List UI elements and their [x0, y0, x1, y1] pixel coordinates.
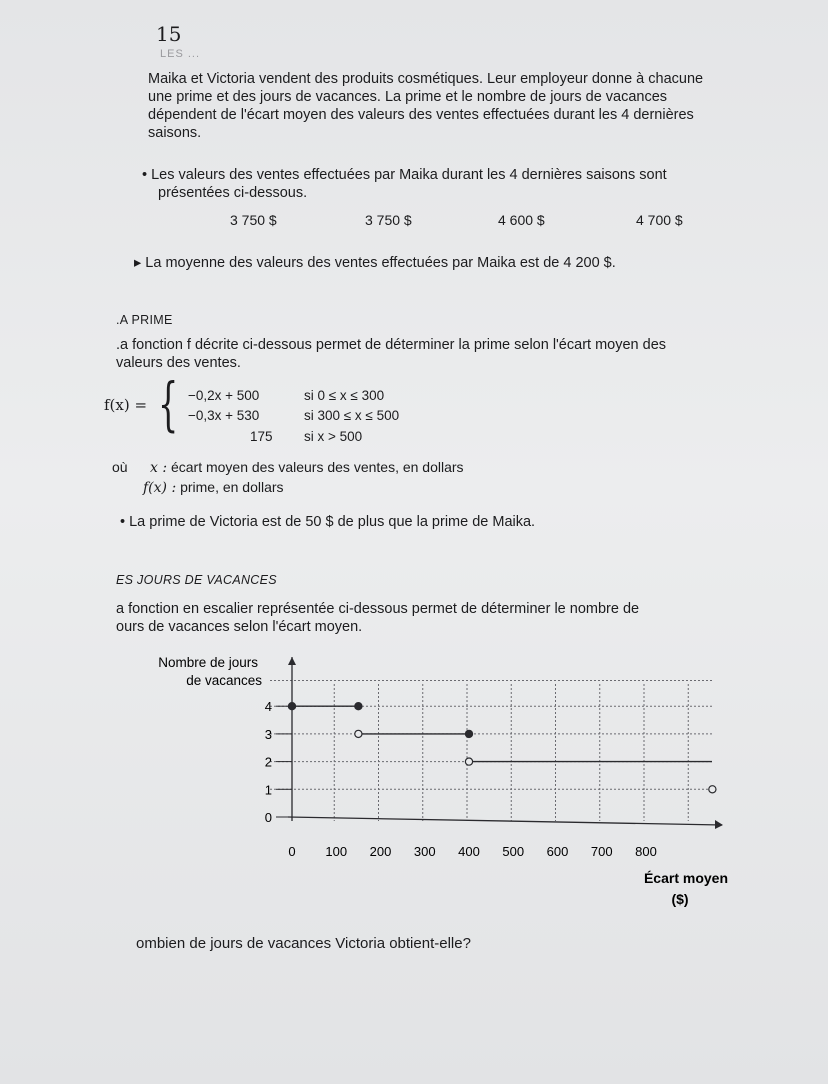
case-condition: si 300 ≤ x ≤ 500: [304, 408, 400, 423]
x-axis-label: Écart moyen: [643, 870, 729, 886]
x-tick-label: 700: [590, 844, 613, 859]
vacances-heading: ES JOURS DE VACANCES: [116, 573, 277, 587]
y-tick-label: 3: [264, 726, 272, 742]
legend-description: écart moyen des valeurs des ventes, en dollars: [170, 459, 464, 475]
intro-line: une prime et des jours de vacances. La prime et le nombre de jours de vacances: [148, 89, 668, 105]
intro-line: dépendent de l'écart moyen des valeurs des ventes effectuées durant les 4 dernières: [148, 107, 694, 123]
bullet-victoria-prime: • La prime de Victoria est de 50 $ de plus que la prime de Maika.: [120, 514, 536, 530]
faint-heading: LES ...: [160, 48, 201, 60]
y-tick-label: 0: [264, 810, 272, 825]
case-condition: si 0 ≤ x ≤ 300: [304, 388, 385, 403]
x-axis-label: ($): [671, 891, 689, 907]
case-condition: si x > 500: [304, 429, 363, 444]
chart-grid: [270, 681, 712, 822]
y-axis-label: Nombre de jours: [158, 655, 258, 670]
legend-variable: f(x) :: [143, 480, 177, 496]
x-tick-label: 100: [325, 844, 348, 859]
page-number: 15: [156, 22, 182, 46]
x-tick-label: 600: [546, 844, 569, 859]
prime-line: .a fonction f décrite ci-dessous permet de déterminer la prime selon l'écart moyen des: [116, 337, 667, 353]
x-tick-label: 200: [369, 844, 392, 859]
case-expression: 175: [250, 429, 273, 444]
y-tick-label: 4: [264, 699, 272, 715]
brace-symbol: {: [158, 370, 179, 438]
closed-point: [355, 703, 362, 710]
legend-prefix: où: [112, 459, 128, 475]
x-tick-label: 500: [502, 844, 525, 859]
function-label: f(x) =: [104, 396, 148, 414]
bullet-line: présentées ci-dessous.: [158, 185, 308, 201]
bullet-average: ▸ La moyenne des valeurs des ventes effectuées par Maika est de 4 200 $.: [134, 255, 616, 271]
y-axis-label: de vacances: [186, 673, 262, 688]
open-point: [465, 758, 472, 765]
vacances-line: a fonction en escalier représentée ci-dessous permet de déterminer le nombre de: [116, 601, 640, 617]
y-tick-label: 2: [264, 754, 272, 770]
x-tick-label: 400: [458, 844, 480, 859]
vacances-line: ours de vacances selon l'écart moyen.: [116, 619, 363, 635]
intro-line: Maika et Victoria vendent des produits cosmétiques. Leur employeur donne à chacune: [148, 71, 704, 87]
closed-point: [288, 703, 295, 710]
chart-ticks: [265, 699, 657, 859]
intro-line: saisons.: [148, 125, 202, 141]
sales-value: 4 700 $: [636, 212, 683, 228]
chart-steps: [288, 703, 716, 793]
x-axis-line: [288, 817, 722, 825]
x-axis-arrow-icon: [715, 820, 723, 829]
sales-value: 3 750 $: [230, 212, 277, 228]
closed-point: [465, 730, 472, 737]
legend-variable: x :: [150, 460, 168, 476]
y-axis-arrow-icon: [288, 657, 296, 665]
prime-heading: .A PRIME: [116, 313, 173, 327]
open-point: [709, 786, 716, 793]
prime-line: valeurs des ventes.: [116, 355, 241, 371]
x-tick-label: 800: [635, 844, 657, 859]
sales-value: 4 600 $: [498, 212, 545, 228]
x-tick-label: 300: [413, 844, 436, 859]
bullet-line: • Les valeurs des ventes effectuées par Maika durant les 4 dernières saisons sont: [142, 167, 667, 183]
case-expression: −0,2x + 500: [188, 388, 260, 403]
y-tick-label: 1: [264, 782, 272, 798]
case-expression: −0,3x + 530: [188, 408, 260, 423]
open-point: [355, 730, 362, 737]
legend-description: prime, en dollars: [180, 479, 284, 495]
question: ombien de jours de vacances Victoria obtient-elle?: [136, 935, 471, 952]
x-tick-label: 0: [288, 844, 296, 859]
sales-value: 3 750 $: [365, 212, 412, 228]
chart-axes: [288, 657, 723, 829]
